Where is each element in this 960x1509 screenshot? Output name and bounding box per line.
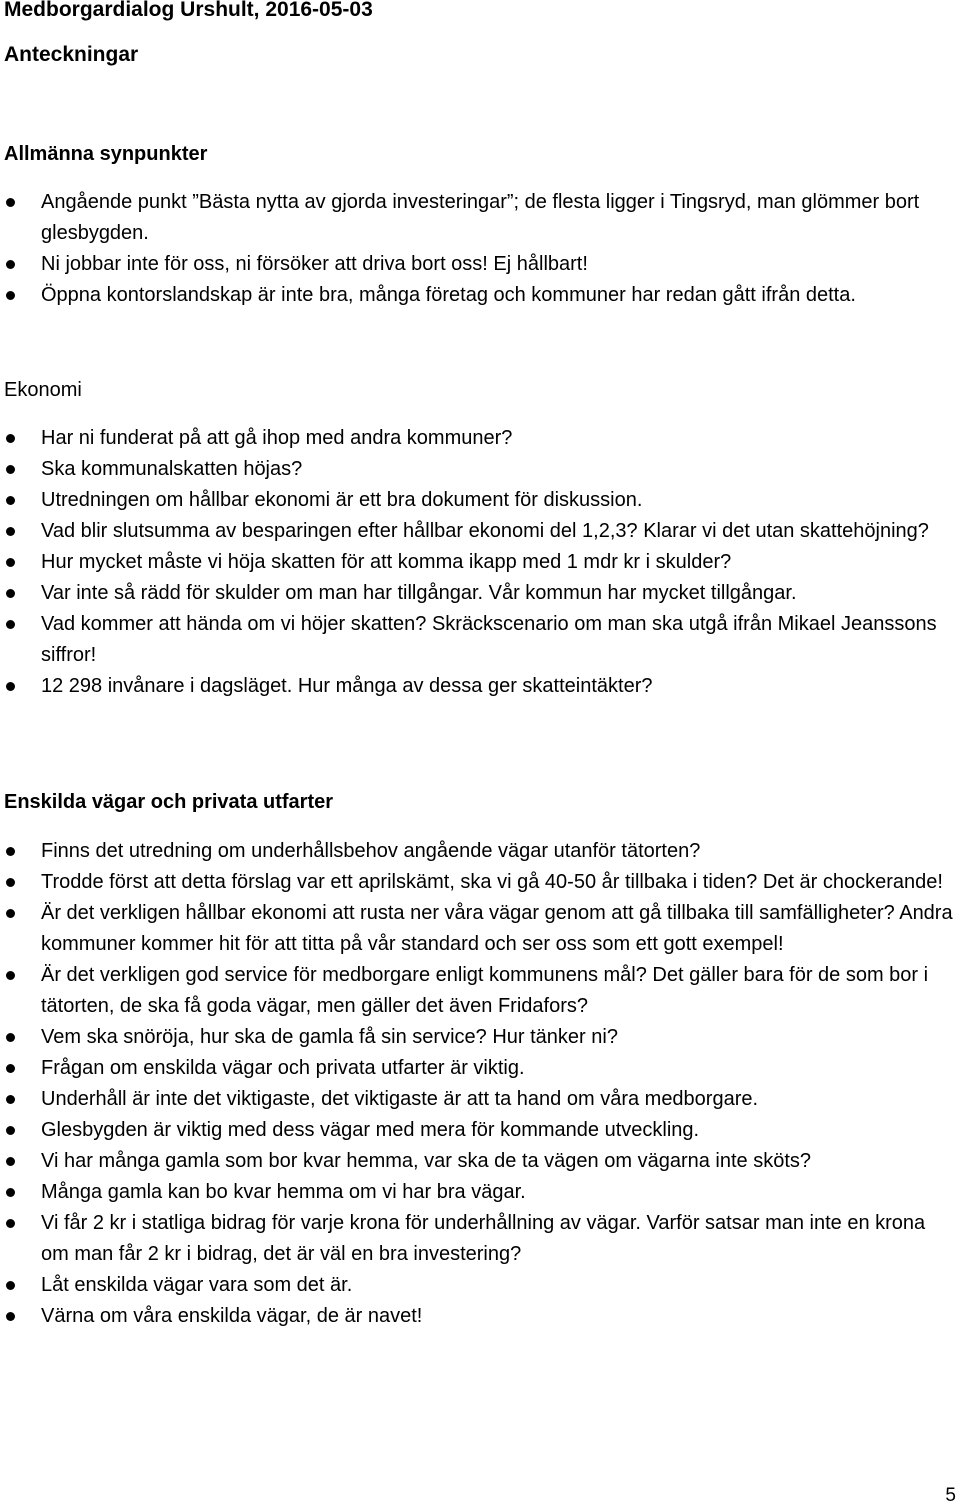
list-item: [0, 609, 960, 671]
list-item-text: Ni jobbar inte för oss, ni försöker att driva bort oss! Ej hållbart!: [41, 253, 588, 275]
bullet-icon: [6, 1188, 15, 1197]
document-title: Medborgardialog Urshult, 2016-05-03: [4, 0, 373, 21]
list-item: [0, 1208, 960, 1270]
list-item-text: Låt enskilda vägar vara som det är.: [41, 1274, 353, 1296]
list-item: [0, 671, 960, 702]
list-item-text: Många gamla kan bo kvar hemma om vi har bra vägar.: [41, 1181, 526, 1203]
list-item-text: Finns det utredning om underhållsbehov angående vägar utanför tätorten?: [41, 840, 701, 862]
list-item-text: Vem ska snöröja, hur ska de gamla få sin service? Hur tänker ni?: [41, 1026, 618, 1048]
list-item-text: Glesbygden är viktig med dess vägar med mera för kommande utveckling.: [41, 1119, 700, 1141]
bullet-icon: [6, 682, 15, 691]
list-item-text: Är det verkligen hållbar ekonomi att rusta ner våra vägar genom att gå tillbaka till samfälligheter? Andra kommuner kommer hit för att titta på vår standard och ser oss som ett gott exempel!: [41, 902, 953, 955]
bullet-icon: [6, 1281, 15, 1290]
bullet-icon: [6, 291, 15, 300]
bullet-icon: [6, 558, 15, 567]
section-heading-enskilda-vagar: Enskilda vägar och privata utfarter: [4, 791, 334, 813]
bullet-icon: [6, 465, 15, 474]
bullet-icon: [6, 1126, 15, 1135]
list-item: [0, 187, 960, 249]
bullet-icon: [6, 620, 15, 629]
list-allmanna: [0, 187, 960, 311]
list-item-text: Vad blir slutsumma av besparingen efter hållbar ekonomi del 1,2,3? Klarar vi det utan skattehöjning?: [41, 520, 929, 542]
list-item: [0, 454, 960, 485]
bullet-icon: [6, 909, 15, 918]
section-heading-allmanna: Allmänna synpunkter: [4, 143, 208, 165]
list-item-text: Underhåll är inte det viktigaste, det viktigaste är att ta hand om våra medborgare.: [41, 1088, 759, 1110]
bullet-icon: [6, 527, 15, 536]
bullet-icon: [6, 847, 15, 856]
list-item-text: Utredningen om hållbar ekonomi är ett bra dokument för diskussion.: [41, 489, 643, 511]
bullet-icon: [6, 1095, 15, 1104]
list-ekonomi: [0, 423, 960, 702]
list-item: [0, 1270, 960, 1301]
list-item: [0, 1084, 960, 1115]
list-item: [0, 485, 960, 516]
document-subtitle: Anteckningar: [4, 43, 139, 66]
list-item: [0, 1022, 960, 1053]
list-item-text: Värna om våra enskilda vägar, de är navet!: [41, 1305, 423, 1327]
bullet-icon: [6, 1312, 15, 1321]
bullet-icon: [6, 878, 15, 887]
list-item-text: Trodde först att detta förslag var ett aprilskämt, ska vi gå 40-50 år tillbaka i tiden? Det är chockerande!: [41, 871, 943, 893]
page-number: 5: [945, 1485, 956, 1506]
bullet-icon: [6, 434, 15, 443]
bullet-icon: [6, 971, 15, 980]
list-item: [0, 516, 960, 547]
bullet-icon: [6, 260, 15, 269]
list-item-text: 12 298 invånare i dagsläget. Hur många av dessa ger skatteintäkter?: [41, 675, 653, 697]
bullet-icon: [6, 1064, 15, 1073]
list-item: [0, 1301, 960, 1332]
bullet-icon: [6, 1033, 15, 1042]
list-enskilda-vagar: [0, 836, 960, 1332]
list-item: [0, 898, 960, 960]
list-item: [0, 867, 960, 898]
list-item-text: Är det verkligen god service för medborgare enligt kommunens mål? Det gäller bara för de som bor i tätorten, de ska få goda vägar, men gäller det även Fridafors?: [41, 964, 929, 1017]
list-item-text: Frågan om enskilda vägar och privata utfarter är viktig.: [41, 1057, 525, 1079]
bullet-icon: [6, 1157, 15, 1166]
list-item: [0, 836, 960, 867]
list-item-text: Var inte så rädd för skulder om man har tillgångar. Vår kommun har mycket tillgångar.: [41, 582, 797, 604]
list-item: [0, 960, 960, 1022]
list-item: [0, 547, 960, 578]
list-item-text: Har ni funderat på att gå ihop med andra kommuner?: [41, 427, 513, 449]
list-item-text: Vi får 2 kr i statliga bidrag för varje krona för underhållning av vägar. Varför satsar man inte en krona om man får 2 kr i bidrag, det är väl en bra investering?: [41, 1212, 926, 1265]
list-item-text: Vad kommer att hända om vi höjer skatten? Skräckscenario om man ska utgå ifrån Mikael Jeanssons siffror!: [41, 613, 937, 666]
list-item: [0, 1177, 960, 1208]
list-item: [0, 280, 960, 311]
list-item-text: Vi har många gamla som bor kvar hemma, var ska de ta vägen om vägarna inte sköts?: [41, 1150, 812, 1172]
list-item: [0, 249, 960, 280]
section-heading-ekonomi: Ekonomi: [4, 379, 82, 401]
list-item-text: Ska kommunalskatten höjas?: [41, 458, 303, 480]
bullet-icon: [6, 496, 15, 505]
list-item: [0, 423, 960, 454]
list-item: [0, 1115, 960, 1146]
list-item: [0, 1146, 960, 1177]
list-item-text: Angående punkt ”Bästa nytta av gjorda investeringar”; de flesta ligger i Tingsryd, man glömmer bort glesbygden.: [41, 191, 920, 244]
list-item: [0, 1053, 960, 1084]
bullet-icon: [6, 589, 15, 598]
bullet-icon: [6, 198, 15, 207]
bullet-icon: [6, 1219, 15, 1228]
list-item-text: Öppna kontorslandskap är inte bra, många företag och kommuner har redan gått ifrån detta.: [41, 284, 856, 306]
list-item: [0, 578, 960, 609]
list-item-text: Hur mycket måste vi höja skatten för att komma ikapp med 1 mdr kr i skulder?: [41, 551, 732, 573]
